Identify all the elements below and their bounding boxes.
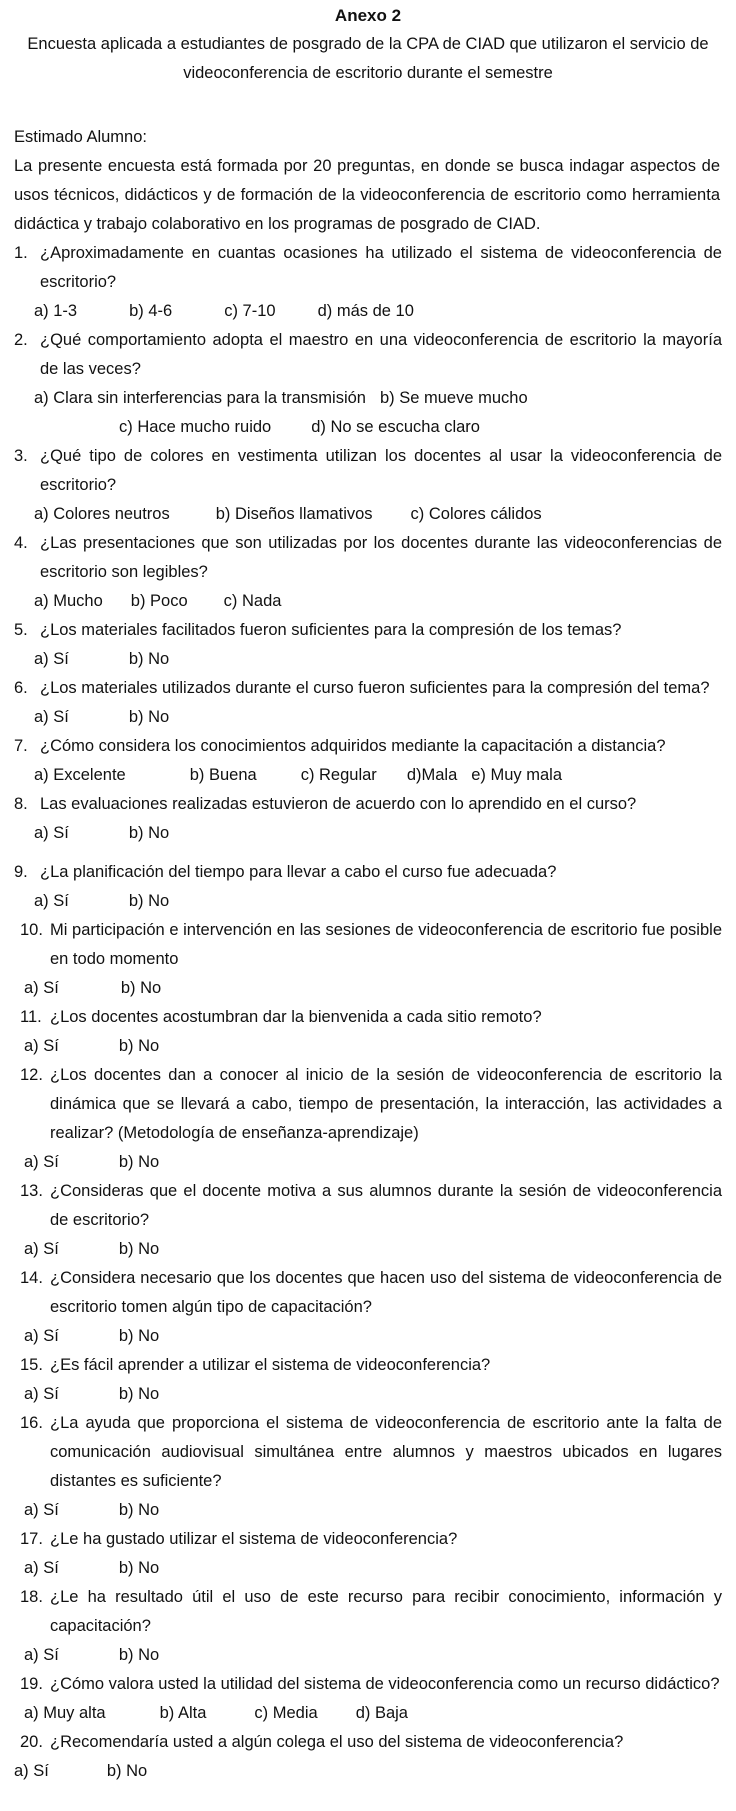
question-number: 11. (20, 1008, 42, 1026)
answer-options (14, 1322, 722, 1351)
answer-option[interactable]: c) 7-10 (224, 302, 276, 320)
document-subtitle: Encuesta aplicada a estudiantes de posgrado de la CPA de CIAD que utilizaron el servicio de videoconferencia de escritorio durante el semestre (27, 35, 709, 82)
question-number: 10. (20, 921, 43, 939)
question-number: 15. (20, 1356, 43, 1374)
question-item (14, 790, 722, 848)
question-text: ¿Los materiales facilitados fueron suficientes para la compresión de los temas? (40, 621, 622, 639)
question-number: 5. (14, 621, 28, 639)
question-item (14, 616, 722, 674)
answer-options (14, 1496, 722, 1525)
answer-option[interactable]: a) Muy alta (24, 1704, 106, 1722)
question-number: 16. (20, 1414, 43, 1432)
question-text: ¿Qué comportamiento adopta el maestro en una videoconferencia de escritorio la mayoría de las veces? (40, 331, 722, 378)
answer-options (14, 1235, 722, 1264)
answer-options (14, 1641, 722, 1670)
question-item (14, 326, 722, 442)
question-item (14, 529, 722, 616)
answer-option[interactable]: c) Colores cálidos (410, 505, 542, 523)
answer-options (14, 1699, 722, 1728)
answer-options (14, 645, 722, 674)
answer-option[interactable]: b) Se mueve mucho (379, 389, 528, 407)
question-item (14, 1003, 722, 1061)
answer-option[interactable]: a) Excelente (34, 766, 126, 784)
answer-options (14, 384, 722, 413)
question-row (14, 1177, 722, 1235)
answer-options (14, 703, 722, 732)
question-item (14, 858, 722, 916)
question-text: ¿Cómo valora usted la utilidad del sistema de videoconferencia como un recurso didáctico? (50, 1675, 720, 1693)
answer-option[interactable]: c) Nada (223, 592, 282, 610)
intro-section (0, 123, 736, 239)
question-text: ¿Le ha resultado útil el uso de este recurso para recibir conocimiento, información y capacitación? (50, 1588, 722, 1635)
question-item (14, 1177, 722, 1264)
question-row (14, 1409, 722, 1496)
question-number: 9. (14, 863, 28, 881)
question-number: 3. (14, 447, 28, 465)
answer-option[interactable]: b) Buena (189, 766, 257, 784)
question-row (14, 858, 722, 887)
question-text: ¿Las presentaciones que son utilizadas por los docentes durante las videoconferencias de escritorio son legibles? (40, 534, 722, 581)
question-item (14, 1728, 722, 1786)
question-row (14, 732, 722, 761)
answer-option[interactable]: b) No (118, 1385, 160, 1403)
answer-option[interactable]: b) Poco (130, 592, 188, 610)
question-row (14, 916, 722, 974)
question-item (14, 1409, 722, 1525)
question-text: ¿Los docentes dan a conocer al inicio de la sesión de videoconferencia de escritorio la dinámica que se llevará a cabo, tiempo de presentación, la interacción, las actividades a realizar? (Metodología de enseñanza-aprendizaje) (50, 1066, 722, 1142)
answer-option[interactable]: a) Sí (24, 1501, 59, 1519)
answer-options (14, 500, 722, 529)
answer-option[interactable]: a) Sí (34, 650, 69, 668)
question-number: 1. (14, 244, 28, 262)
answer-options (14, 1148, 722, 1177)
question-row (14, 1264, 722, 1322)
question-row (14, 790, 722, 819)
answer-option[interactable]: b) No (106, 1762, 148, 1780)
answer-option[interactable]: b) 4-6 (129, 302, 173, 320)
answer-option[interactable]: c) Regular (300, 766, 377, 784)
question-text: Las evaluaciones realizadas estuvieron de acuerdo con lo aprendido en el curso? (40, 795, 637, 813)
question-number: 2. (14, 331, 28, 349)
intro-paragraph: La presente encuesta está formada por 20 preguntas, en donde se busca indagar aspectos de usos técnicos, didácticos y de formación de la videoconferencia de escritorio como herramienta didáctica y trabajo colaborativo en los programas de posgrado de CIAD. (14, 157, 720, 233)
answer-option[interactable]: b) No (118, 1037, 160, 1055)
answer-option[interactable]: a) Sí (24, 1327, 59, 1345)
question-row (14, 1351, 722, 1380)
answer-option[interactable]: b) No (128, 892, 170, 910)
question-number: 7. (14, 737, 28, 755)
question-text: ¿Cómo considera los conocimientos adquiridos mediante la capacitación a distancia? (40, 737, 666, 755)
answer-option[interactable]: b) No (118, 1559, 160, 1577)
answer-options (14, 1032, 722, 1061)
answer-option[interactable]: b) No (118, 1501, 160, 1519)
answer-option[interactable]: c) Media (254, 1704, 318, 1722)
answer-options (14, 1554, 722, 1583)
answer-options (14, 1380, 722, 1409)
question-item (14, 1264, 722, 1351)
question-row (14, 616, 722, 645)
question-row (14, 1728, 722, 1757)
document-title: Anexo 2 (334, 6, 402, 25)
question-row (14, 674, 722, 703)
answer-option[interactable]: a) Sí (14, 1762, 49, 1780)
answer-option[interactable]: b) No (118, 1240, 160, 1258)
question-text: ¿Le ha gustado utilizar el sistema de videoconferencia? (50, 1530, 458, 1548)
answer-option[interactable]: a) Sí (34, 892, 69, 910)
answer-option[interactable]: b) No (120, 979, 162, 997)
answer-options (14, 819, 722, 848)
answer-options (14, 587, 722, 616)
answer-option[interactable]: d) Baja (355, 1704, 408, 1722)
answer-option[interactable]: d)Mala (406, 766, 458, 784)
answer-option[interactable]: d) más de 10 (317, 302, 414, 320)
question-row (14, 1003, 722, 1032)
answer-options (14, 887, 722, 916)
answer-options (14, 1757, 722, 1786)
answer-options (14, 974, 722, 1003)
question-item (14, 674, 722, 732)
question-row (14, 1061, 722, 1148)
question-item (14, 1583, 722, 1670)
greeting: Estimado Alumno: (14, 128, 147, 146)
question-text: ¿Los docentes acostumbran dar la bienvenida a cada sitio remoto? (50, 1008, 542, 1026)
answer-option[interactable]: a) Sí (34, 708, 69, 726)
question-number: 19. (20, 1675, 43, 1693)
question-row (14, 1583, 722, 1641)
answer-option[interactable]: a) Sí (34, 824, 69, 842)
question-text: ¿Es fácil aprender a utilizar el sistema de videoconferencia? (50, 1356, 491, 1374)
question-text: ¿Aproximadamente en cuantas ocasiones ha utilizado el sistema de videoconferencia de escritorio? (40, 244, 722, 291)
answer-option[interactable]: b) Alta (159, 1704, 207, 1722)
question-text: ¿Consideras que el docente motiva a sus alumnos durante la sesión de videoconferencia de escritorio? (50, 1182, 722, 1229)
answer-options (14, 297, 722, 326)
question-row (14, 1525, 722, 1554)
question-item (14, 442, 722, 529)
question-number: 6. (14, 679, 28, 697)
question-row (14, 239, 722, 297)
question-number: 12. (20, 1066, 43, 1084)
question-number: 13. (20, 1182, 43, 1200)
answer-option[interactable]: a) Sí (24, 1037, 59, 1055)
question-text: ¿La planificación del tiempo para llevar a cabo el curso fue adecuada? (40, 863, 557, 881)
answer-option[interactable]: c) Hace mucho ruido (119, 418, 272, 436)
answer-option[interactable]: b) No (128, 650, 170, 668)
answer-option[interactable]: a) 1-3 (34, 302, 78, 320)
answer-option[interactable]: b) Diseños llamativos (215, 505, 373, 523)
question-number: 4. (14, 534, 28, 552)
question-item (14, 732, 722, 790)
answer-option[interactable]: b) No (128, 708, 170, 726)
question-number: 18. (20, 1588, 43, 1606)
answer-option[interactable]: b) No (118, 1327, 160, 1345)
answer-option[interactable]: a) Sí (24, 1559, 59, 1577)
question-row (14, 326, 722, 384)
answer-option[interactable]: a) Mucho (34, 592, 103, 610)
answer-option[interactable]: b) No (118, 1153, 160, 1171)
question-row (14, 529, 722, 587)
question-number: 8. (14, 795, 28, 813)
question-text: ¿Recomendaría usted a algún colega el uso del sistema de videoconferencia? (50, 1733, 624, 1751)
question-item (14, 1670, 722, 1728)
answer-option[interactable]: a) Colores neutros (34, 505, 170, 523)
question-number: 17. (20, 1530, 43, 1548)
answer-option[interactable]: b) No (128, 824, 170, 842)
answer-option[interactable]: a) Sí (24, 1240, 59, 1258)
answer-option[interactable]: b) No (118, 1646, 160, 1664)
answer-option[interactable]: e) Muy mala (471, 766, 563, 784)
question-text: ¿La ayuda que proporciona el sistema de videoconferencia de escritorio ante la falta de comunicación audiovisual simultánea entre alumnos y maestros ubicados en lugares distantes es suficiente? (50, 1414, 722, 1490)
question-number: 14. (20, 1269, 43, 1287)
question-text: ¿Considera necesario que los docentes que hacen uso del sistema de videoconferencia de escritorio tomen algún tipo de capacitación? (50, 1269, 722, 1316)
answer-option[interactable]: a) Sí (24, 979, 59, 997)
question-item (14, 239, 722, 326)
answer-option[interactable]: a) Sí (24, 1153, 59, 1171)
question-text: ¿Los materiales utilizados durante el curso fueron suficientes para la compresión del tema? (40, 679, 710, 697)
answer-option[interactable]: a) Sí (24, 1646, 59, 1664)
question-item (14, 1525, 722, 1583)
answer-options (14, 413, 722, 442)
question-list (0, 239, 736, 1786)
answer-option[interactable]: a) Clara sin interferencias para la transmisión (34, 389, 366, 407)
answer-option[interactable]: d) No se escucha claro (311, 418, 480, 436)
question-row (14, 442, 722, 500)
question-number: 20. (20, 1733, 43, 1751)
answer-option[interactable]: a) Sí (24, 1385, 59, 1403)
question-row (14, 1670, 722, 1699)
answer-options (14, 761, 722, 790)
question-text: Mi participación e intervención en las sesiones de videoconferencia de escritorio fue posible en todo momento (50, 921, 722, 968)
question-item (14, 1061, 722, 1177)
question-item (14, 916, 722, 1003)
question-text: ¿Qué tipo de colores en vestimenta utilizan los docentes al usar la videoconferencia de escritorio? (40, 447, 722, 494)
question-item (14, 1351, 722, 1409)
